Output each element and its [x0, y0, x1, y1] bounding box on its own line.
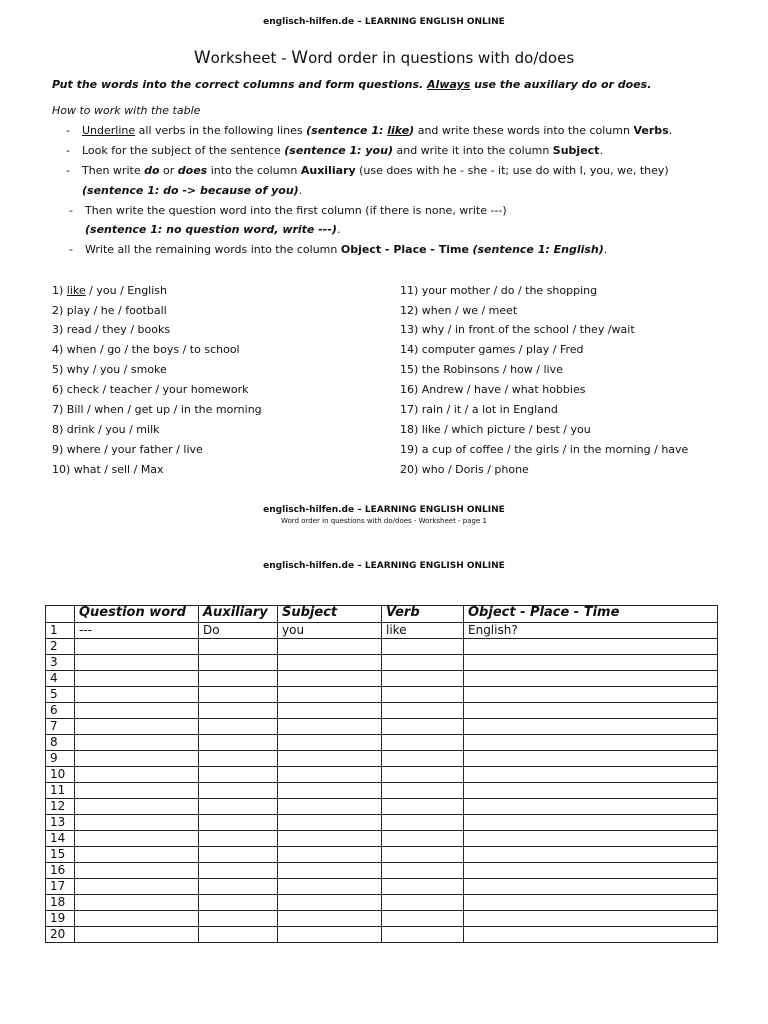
- cell-verb: [382, 831, 464, 847]
- table-row: [46, 767, 718, 783]
- cell-subject: [278, 767, 382, 783]
- exercise-item: 2) play / he / football: [52, 304, 167, 317]
- cell-subject: [278, 687, 382, 703]
- cell-question-word: [75, 719, 199, 735]
- exercise-item: 15) the Robinsons / how / live: [400, 363, 563, 376]
- cell-auxiliary: [199, 687, 278, 703]
- cell-verb: [382, 879, 464, 895]
- cell-auxiliary: [199, 831, 278, 847]
- row-number: 6: [46, 703, 75, 719]
- cell-subject: [278, 783, 382, 799]
- table-row: [46, 847, 718, 863]
- exercise-item: 6) check / teacher / your homework: [52, 383, 249, 396]
- row-number: 17: [46, 879, 75, 895]
- cell-question-word: [75, 767, 199, 783]
- exercise-item: 17) rain / it / a lot in England: [400, 403, 558, 416]
- cell-object-place-time: English?: [464, 623, 718, 639]
- cell-object-place-time: [464, 895, 718, 911]
- cell-verb: [382, 639, 464, 655]
- header-object-place-time: Object - Place - Time: [464, 606, 718, 623]
- exercise-item: 12) when / we / meet: [400, 304, 518, 317]
- how-to-heading: How to work with the table: [52, 104, 201, 117]
- exercise-item: 7) Bill / when / get up / in the morning: [52, 403, 262, 416]
- cell-question-word: [75, 831, 199, 847]
- cell-auxiliary: [199, 815, 278, 831]
- cell-object-place-time: [464, 799, 718, 815]
- exercise-item: 5) why / you / smoke: [52, 363, 167, 376]
- instruction-1: - Underline all verbs in the following lines (sentence 1: like) and write these words into the column Verbs.: [66, 124, 673, 137]
- cell-verb: [382, 751, 464, 767]
- cell-question-word: [75, 927, 199, 943]
- header-question-word: Question word: [75, 606, 199, 623]
- task-intro: Put the words into the correct columns and form questions. Always use the auxiliary do or does.: [52, 78, 652, 91]
- cell-question-word: [75, 703, 199, 719]
- header-auxiliary: Auxiliary: [199, 606, 278, 623]
- cell-object-place-time: [464, 767, 718, 783]
- cell-object-place-time: [464, 655, 718, 671]
- exercise-item: 20) who / Doris / phone: [400, 463, 529, 476]
- cell-subject: [278, 735, 382, 751]
- header-verb: Verb: [382, 606, 464, 623]
- cell-subject: [278, 847, 382, 863]
- instruction-4: - Then write the question word into the first column (if there is none, write ---): [69, 204, 507, 217]
- table-row: [46, 655, 718, 671]
- cell-object-place-time: [464, 783, 718, 799]
- cell-question-word: [75, 639, 199, 655]
- cell-question-word: [75, 751, 199, 767]
- exercise-item: 14) computer games / play / Fred: [400, 343, 584, 356]
- cell-verb: [382, 719, 464, 735]
- table-row: [46, 623, 718, 639]
- row-number: 11: [46, 783, 75, 799]
- table-row: [46, 895, 718, 911]
- table-row: [46, 703, 718, 719]
- cell-object-place-time: [464, 831, 718, 847]
- instruction-2: - Look for the subject of the sentence (sentence 1: you) and write it into the column Subject.: [66, 144, 603, 157]
- cell-auxiliary: [199, 639, 278, 655]
- cell-auxiliary: [199, 799, 278, 815]
- cell-verb: [382, 767, 464, 783]
- cell-subject: [278, 703, 382, 719]
- exercise-item: 9) where / your father / live: [52, 443, 203, 456]
- cell-verb: [382, 703, 464, 719]
- row-number: 5: [46, 687, 75, 703]
- cell-object-place-time: [464, 703, 718, 719]
- cell-verb: [382, 799, 464, 815]
- cell-auxiliary: Do: [199, 623, 278, 639]
- header-subject: Subject: [278, 606, 382, 623]
- table-row: [46, 671, 718, 687]
- cell-subject: [278, 831, 382, 847]
- cell-verb: [382, 863, 464, 879]
- header-number: [46, 606, 75, 623]
- cell-object-place-time: [464, 863, 718, 879]
- cell-question-word: [75, 655, 199, 671]
- cell-auxiliary: [199, 671, 278, 687]
- cell-auxiliary: [199, 895, 278, 911]
- cell-subject: [278, 879, 382, 895]
- table-row: [46, 639, 718, 655]
- cell-object-place-time: [464, 735, 718, 751]
- cell-object-place-time: [464, 847, 718, 863]
- cell-subject: [278, 927, 382, 943]
- exercise-item: 4) when / go / the boys / to school: [52, 343, 240, 356]
- instruction-3-note: (sentence 1: do -> because of you).: [82, 184, 303, 197]
- cell-auxiliary: [199, 735, 278, 751]
- cell-question-word: [75, 671, 199, 687]
- cell-auxiliary: [199, 767, 278, 783]
- cell-question-word: [75, 847, 199, 863]
- cell-auxiliary: [199, 847, 278, 863]
- cell-subject: [278, 671, 382, 687]
- cell-object-place-time: [464, 687, 718, 703]
- footer-site: englisch-hilfen.de – LEARNING ENGLISH ONLINE: [263, 505, 505, 515]
- exercise-item: 11) your mother / do / the shopping: [400, 284, 598, 297]
- row-number: 13: [46, 815, 75, 831]
- exercise-item: 10) what / sell / Max: [52, 463, 164, 476]
- cell-subject: [278, 751, 382, 767]
- cell-verb: [382, 815, 464, 831]
- cell-object-place-time: [464, 911, 718, 927]
- row-number: 2: [46, 639, 75, 655]
- exercise-item: 16) Andrew / have / what hobbies: [400, 383, 586, 396]
- table-row: [46, 687, 718, 703]
- cell-question-word: [75, 879, 199, 895]
- cell-verb: [382, 847, 464, 863]
- table-row: [46, 911, 718, 927]
- cell-auxiliary: [199, 751, 278, 767]
- table-header-row: [46, 606, 718, 623]
- exercise-item: 8) drink / you / milk: [52, 423, 160, 436]
- instruction-5: - Write all the remaining words into the column Object - Place - Time (sentence 1: English).: [69, 243, 608, 256]
- cell-question-word: [75, 863, 199, 879]
- row-number: 18: [46, 895, 75, 911]
- cell-verb: [382, 895, 464, 911]
- cell-object-place-time: [464, 879, 718, 895]
- cell-verb: [382, 655, 464, 671]
- cell-object-place-time: [464, 927, 718, 943]
- row-number: 1: [46, 623, 75, 639]
- cell-auxiliary: [199, 783, 278, 799]
- row-number: 14: [46, 831, 75, 847]
- cell-question-word: [75, 895, 199, 911]
- table-row: [46, 783, 718, 799]
- exercise-1: 1) like / you / English: [52, 284, 167, 297]
- cell-auxiliary: [199, 719, 278, 735]
- table-row: [46, 799, 718, 815]
- page2-header: englisch-hilfen.de – LEARNING ENGLISH ONLINE: [263, 561, 505, 571]
- cell-question-word: [75, 783, 199, 799]
- exercise-item: 13) why / in front of the school / they /wait: [400, 323, 635, 336]
- cell-object-place-time: [464, 815, 718, 831]
- cell-verb: [382, 927, 464, 943]
- cell-verb: [382, 911, 464, 927]
- cell-auxiliary: [199, 911, 278, 927]
- row-number: 8: [46, 735, 75, 751]
- cell-verb: [382, 783, 464, 799]
- table-row: [46, 927, 718, 943]
- row-number: 12: [46, 799, 75, 815]
- row-number: 19: [46, 911, 75, 927]
- cell-verb: [382, 735, 464, 751]
- instruction-4-note: (sentence 1: no question word, write ---).: [85, 223, 341, 236]
- cell-auxiliary: [199, 655, 278, 671]
- worksheet-title: Worksheet - Word order in questions with do/does: [193, 48, 575, 68]
- cell-auxiliary: [199, 703, 278, 719]
- cell-subject: [278, 719, 382, 735]
- cell-question-word: [75, 687, 199, 703]
- table-row: [46, 719, 718, 735]
- cell-object-place-time: [464, 719, 718, 735]
- cell-verb: [382, 687, 464, 703]
- row-number: 4: [46, 671, 75, 687]
- cell-verb: like: [382, 623, 464, 639]
- cell-object-place-time: [464, 639, 718, 655]
- table-row: [46, 863, 718, 879]
- exercise-item: 19) a cup of coffee / the girls / in the morning / have: [400, 443, 689, 456]
- cell-question-word: [75, 799, 199, 815]
- row-number: 3: [46, 655, 75, 671]
- cell-subject: [278, 895, 382, 911]
- row-number: 7: [46, 719, 75, 735]
- table-row: [46, 735, 718, 751]
- row-number: 16: [46, 863, 75, 879]
- cell-question-word: ---: [75, 623, 199, 639]
- cell-object-place-time: [464, 751, 718, 767]
- cell-question-word: [75, 815, 199, 831]
- table-row: [46, 815, 718, 831]
- cell-subject: [278, 639, 382, 655]
- cell-subject: [278, 799, 382, 815]
- instruction-3: - Then write do or does into the column Auxiliary (use does with he - she - it; use do with I, you, we, they): [66, 164, 669, 177]
- cell-subject: you: [278, 623, 382, 639]
- row-number: 10: [46, 767, 75, 783]
- row-number: 15: [46, 847, 75, 863]
- cell-subject: [278, 911, 382, 927]
- cell-question-word: [75, 911, 199, 927]
- table-row: [46, 879, 718, 895]
- footer-caption: Word order in questions with do/does - Worksheet - page 1: [281, 517, 487, 525]
- site-header: englisch-hilfen.de – LEARNING ENGLISH ONLINE: [263, 17, 505, 27]
- exercise-item: 18) like / which picture / best / you: [400, 423, 591, 436]
- cell-auxiliary: [199, 863, 278, 879]
- answer-table: [45, 605, 718, 943]
- exercise-item: 3) read / they / books: [52, 323, 171, 336]
- cell-subject: [278, 815, 382, 831]
- table-row: [46, 831, 718, 847]
- cell-subject: [278, 655, 382, 671]
- row-number: 20: [46, 927, 75, 943]
- cell-auxiliary: [199, 927, 278, 943]
- cell-subject: [278, 863, 382, 879]
- table-row: [46, 751, 718, 767]
- cell-auxiliary: [199, 879, 278, 895]
- cell-question-word: [75, 735, 199, 751]
- row-number: 9: [46, 751, 75, 767]
- cell-verb: [382, 671, 464, 687]
- cell-object-place-time: [464, 671, 718, 687]
